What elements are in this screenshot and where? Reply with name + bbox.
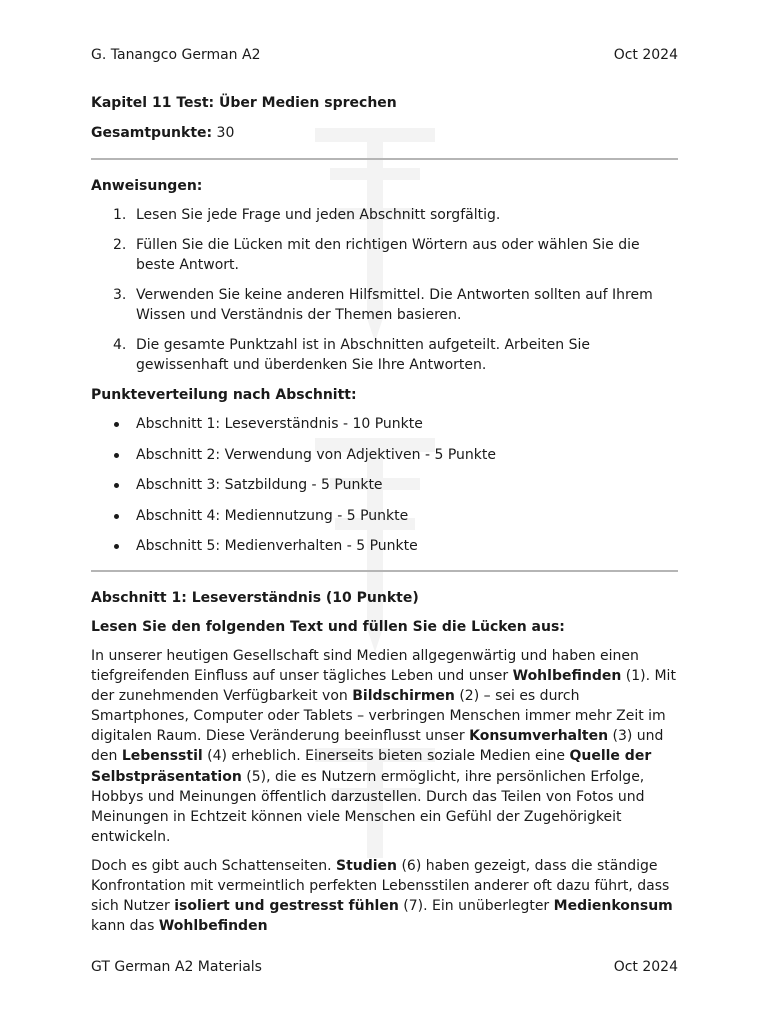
bullet-icon — [114, 483, 119, 488]
answer-term: Studien — [335, 857, 398, 874]
answer-term: Lebensstil — [121, 748, 203, 765]
answer-term: Wohlbefinden — [158, 918, 268, 935]
list-item: 2. Füllen Sie die Lücken mit den richtigen Wörtern aus oder wählen Sie die beste Antwort. — [113, 237, 640, 273]
list-item: Abschnitt 2: Verwendung von Adjektiven - 5 Punkte — [91, 445, 678, 465]
list-item: 3. Verwenden Sie keine anderen Hilfsmittel. Die Antworten sollten auf Ihrem Wissen und Verständnis der Themen basieren. — [113, 287, 653, 323]
total-points-value: 30 — [212, 125, 235, 141]
total-points-label: Gesamtpunkte: — [91, 125, 213, 141]
answer-term: Konsumverhalten — [469, 728, 609, 745]
bullet-icon — [114, 544, 119, 549]
total-points — [91, 123, 678, 143]
header-author: G. Tanangco German A2 — [91, 47, 261, 63]
distribution-heading: Punkteverteilung nach Abschnitt: — [91, 387, 357, 403]
answer-term: Medienkonsum — [553, 898, 673, 915]
bullet-icon — [114, 453, 119, 458]
page-header — [91, 47, 678, 63]
answer-term: Quelle der Selbstpräsentation — [91, 748, 652, 785]
distribution-list — [91, 414, 678, 556]
section-divider — [91, 570, 678, 572]
list-item: 4. Die gesamte Punktzahl ist in Abschnitten aufgeteilt. Arbeiten Sie gewissenhaft und überdenken Sie Ihre Antworten. — [113, 337, 591, 373]
answer-term: Wohlbefinden — [512, 668, 622, 685]
bullet-icon — [114, 514, 119, 519]
answer-term: Bildschirmen — [352, 688, 455, 705]
test-title: Kapitel 11 Test: Über Medien sprechen — [91, 95, 397, 111]
bullet-icon — [114, 422, 119, 427]
footer-date: Oct 2024 — [613, 959, 678, 975]
list-item: Abschnitt 3: Satzbildung - 5 Punkte — [91, 475, 678, 495]
section1-heading: Abschnitt 1: Leseverständnis (10 Punkte) — [91, 590, 419, 606]
instructions-heading: Anweisungen: — [91, 178, 203, 194]
document-body — [91, 93, 678, 945]
list-item: Abschnitt 1: Leseverständnis - 10 Punkte — [91, 414, 678, 434]
footer-source: GT German A2 Materials — [91, 959, 262, 975]
header-date: Oct 2024 — [613, 47, 678, 63]
reading-paragraph-1: In unserer heutigen Gesellschaft sind Medien allgegenwärtig und haben einen tiefgreifenden Einfluss auf unser tägliches Leben und unser Wohlbefinden (1). Mit der zunehmenden Verfügbarkeit von Bildschirmen (2) – sei es durch Smartphones, Computer oder Tablets – verbringen Menschen immer mehr Zeit im digitalen Raum. Diese Veränderung beeinflusst unser Konsumverhalten (3) und den Lebensstil (4) erheblich. Einerseits bieten soziale Medien eine Quelle der Selbstpräsentation (5), die es Nutzern ermöglicht, ihre persönlichen Erfolge, Hobbys und Meinungen öffentlich darzustellen. Durch das Teilen von Fotos und Meinungen in Echtzeit können viele Menschen ein Gefühl der Zugehörigkeit entwickeln. — [91, 648, 676, 845]
reading-paragraph-2: Doch es gibt auch Schattenseiten. Studien (6) haben gezeigt, dass die ständige Konfrontation mit vermeintlich perfekten Lebensstilen anderer oft dazu führt, dass sich Nutzer isoliert und gestresst fühlen (7). Ein unüberlegter Medienkonsum kann das Wohlbefinden — [91, 857, 673, 935]
list-item: 1. Lesen Sie jede Frage und jeden Abschnitt sorgfältig. — [113, 207, 501, 223]
list-item: Abschnitt 5: Medienverhalten - 5 Punkte — [91, 536, 678, 556]
instructions-list — [91, 205, 678, 375]
list-item: Abschnitt 4: Mediennutzung - 5 Punkte — [91, 506, 678, 526]
section-divider — [91, 158, 678, 160]
page-footer — [91, 959, 678, 975]
section1-instruction: Lesen Sie den folgenden Text und füllen Sie die Lücken aus: — [91, 619, 565, 635]
answer-term: isoliert und gestresst fühlen — [174, 898, 399, 915]
